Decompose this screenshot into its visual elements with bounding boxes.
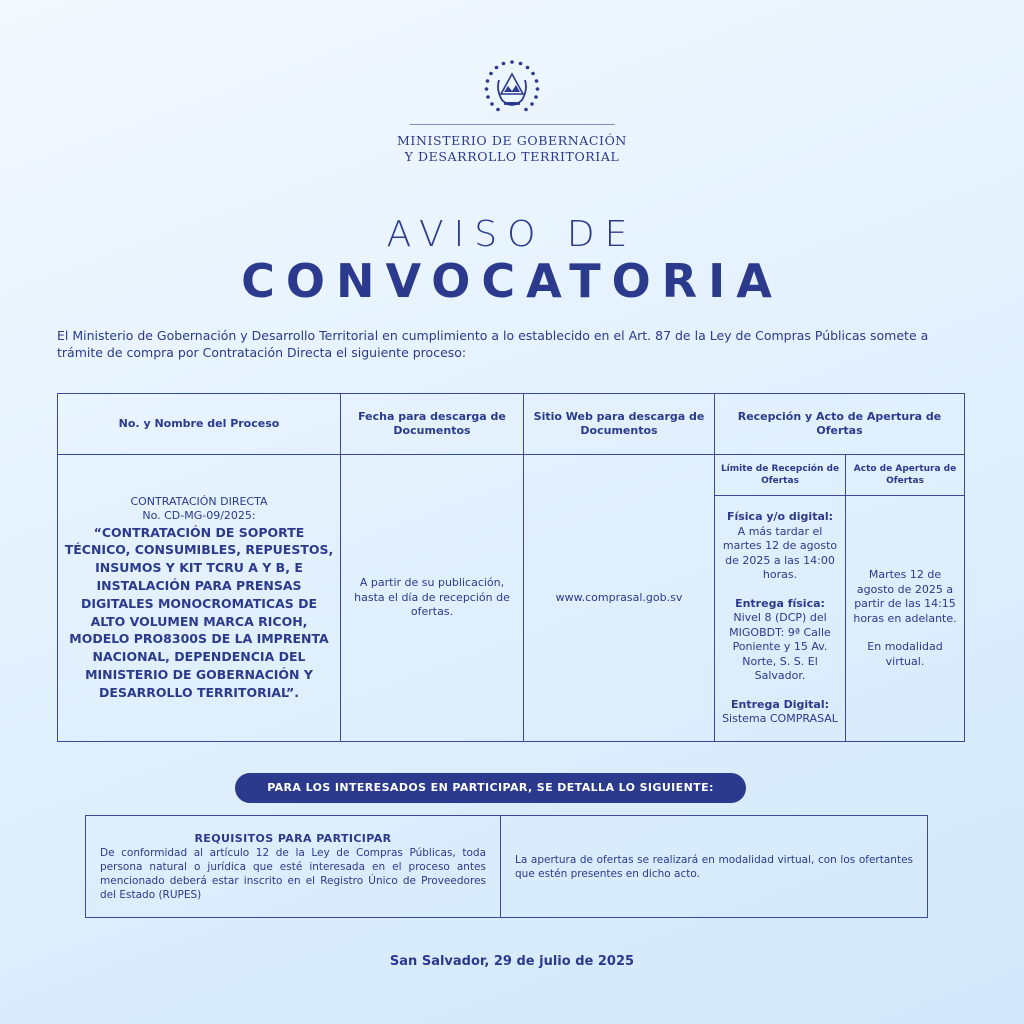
header-download-date: Fecha para descarga de Documentos: [341, 394, 524, 455]
ministry-header: [0, 58, 1024, 165]
intro-paragraph: El Ministerio de Gobernación y Desarrollo Territorial en cumplimiento a lo establecido en el Art. 87 de la Ley de Compras Públicas somete a trámite de compra por Contratación Directa el siguiente proceso:: [57, 328, 929, 360]
header-website: Sitio Web para descarga de Documentos: [524, 394, 715, 455]
physical-digital-label: Física y/o digital:: [726, 510, 834, 524]
digital-text: Sistema COMPRASAL: [722, 712, 838, 726]
ministry-name-line1: MINISTERIO DE GOBERNACIÓN: [397, 133, 627, 148]
header-process: No. y Nombre del Proceso: [58, 394, 341, 455]
title-line1: AVISO DE: [386, 214, 638, 255]
coat-of-arms-icon: [482, 58, 542, 118]
process-name: “CONTRATACIÓN DE SOPORTE TÉCNICO, CONSUMIBLES, REPUESTOS, INSUMOS Y KIT TCRU A Y B, E INSTALACIÓN PARA PRENSAS DIGITALES MONOCROMATICAS DE ALTO VOLUMEN MARCA RICOH, MODELO PRO8300S DE LA IMPRENTA NACIONAL, DEPENDENCIA DEL MINISTERIO DE GOBERNACIÓN Y DESARROLLO TERRITORIAL”.: [64, 524, 334, 700]
download-date-cell: A partir de su publicación, hasta el día de recepción de ofertas.: [341, 455, 524, 742]
process-table: [57, 393, 965, 742]
footer-date: San Salvador, 29 de julio de 2025: [389, 954, 635, 969]
participation-banner: PARA LOS INTERESADOS EN PARTICIPAR, SE DETALLA LO SIGUIENTE:: [235, 773, 746, 803]
process-type: CONTRATACIÓN DIRECTA: [130, 494, 268, 508]
deadline-cell: [715, 496, 846, 742]
physical-digital-text: A más tardar el martes 12 de agosto de 2025 a las 14:00 horas.: [722, 524, 838, 582]
process-number: No. CD-MG-09/2025:: [142, 509, 256, 523]
subheader-opening: Acto de Apertura de Ofertas: [846, 455, 965, 496]
header-divider: [410, 124, 615, 125]
requirements-text: De conformidad al artículo 12 de la Ley de Compras Públicas, toda persona natural o jurídica que esté interesada en el proceso antes mencionado deberá estar inscrito en el Registro Único de Proveedores del Estado (RUPES): [100, 846, 486, 901]
header-reception: Recepción y Acto de Apertura de Ofertas: [715, 394, 965, 455]
subheader-deadline: Límite de Recepción de Ofertas: [715, 455, 846, 496]
opening-note: La apertura de ofertas se realizará en modalidad virtual, con los ofertantes que estén presentes en dicho acto.: [501, 816, 928, 918]
requirements-title: REQUISITOS PARA PARTICIPAR: [194, 831, 392, 845]
opening-cell: [846, 496, 965, 742]
digital-label: Entrega Digital:: [730, 697, 829, 711]
opening-mode: En modalidad virtual.: [867, 640, 943, 668]
website-cell: www.comprasal.gob.sv: [524, 455, 715, 742]
title-line2: CONVOCATORIA: [241, 254, 783, 308]
process-cell: [58, 455, 341, 742]
opening-text: Martes 12 de agosto de 2025 a partir de las 14:15 horas en adelante.: [853, 568, 957, 625]
ministry-name: [0, 133, 1024, 165]
ministry-name-line2: Y DESARROLLO TERRITORIAL: [404, 149, 620, 164]
physical-text: Nivel 8 (DCP) del MIGOBDT: 9ª Calle Poniente y 15 Av. Norte, S. S. El Salvador.: [729, 611, 831, 683]
requirements-table: [85, 815, 928, 918]
requirements-cell: [86, 816, 501, 918]
physical-label: Entrega física:: [735, 596, 825, 610]
